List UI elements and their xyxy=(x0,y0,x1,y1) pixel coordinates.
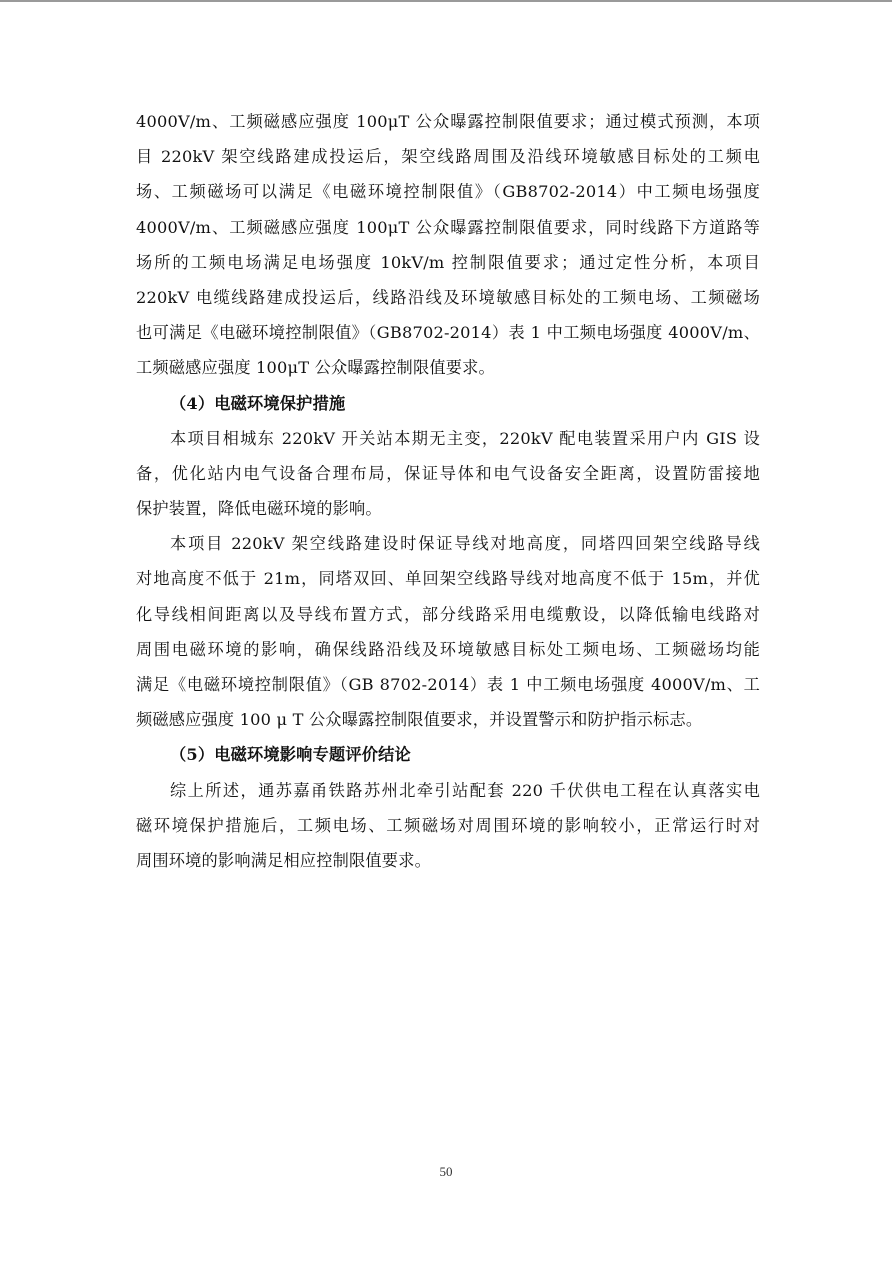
paragraph-switching-station-measures xyxy=(136,421,760,527)
top-border-line xyxy=(0,0,892,2)
text-line: 频磁感应强度 100 μ T 公众曝露控制限值要求，并设置警示和防护指示标志。 xyxy=(136,710,703,730)
text-line: 工频磁感应强度 100μT 公众曝露控制限值要求。 xyxy=(136,358,495,378)
text-line: 220kV 电缆线路建成投运后，线路沿线及环境敏感目标处的工频电场、工频磁场 xyxy=(136,287,760,307)
paragraph-emf-prediction-conclusion xyxy=(136,104,760,386)
section-heading-evaluation-conclusion: （5）电磁环境影响专题评价结论 xyxy=(170,745,411,765)
text-line: 综上所述，通苏嘉甬铁路苏州北牵引站配套 220 千伏供电工程在认真落实电 xyxy=(170,780,760,800)
text-line: 化导线相间距离以及导线布置方式，部分线路采用电缆敷设，以降低输电线路对 xyxy=(136,604,760,624)
text-line: 目 220kV 架空线路建成投运后，架空线路周围及沿线环境敏感目标处的工频电 xyxy=(136,147,760,167)
text-line: 满足《电磁环境控制限值》（GB 8702-2014）表 1 中工频电场强度 4000V/m、工 xyxy=(136,675,760,694)
section-heading-protection-measures: （4）电磁环境保护措施 xyxy=(170,393,346,413)
text-line: 4000V/m、工频磁感应强度 100μT 公众曝露控制限值要求；通过模式预测，本项 xyxy=(136,112,760,131)
text-line: 磁环境保护措施后，工频电场、工频磁场对周围环境的影响较小，正常运行时对 xyxy=(136,815,760,835)
text-line: 本项目 220kV 架空线路建设时保证导线对地高度，同塔四回架空线路导线 xyxy=(170,534,760,554)
text-line: 4000V/m、工频磁感应强度 100μT 公众曝露控制限值要求，同时线路下方道路等 xyxy=(136,217,760,237)
document-body xyxy=(136,104,760,878)
text-line: 也可满足《电磁环境控制限值》（GB8702-2014）表 1 中工频电场强度 4000V/m、 xyxy=(136,323,760,343)
paragraph-summary xyxy=(136,773,760,879)
text-line: 周围电磁环境的影响，确保线路沿线及环境敏感目标处工频电场、工频磁场均能 xyxy=(136,639,760,659)
page-number: 50 xyxy=(439,1164,453,1179)
text-line: 对地高度不低于 21m，同塔双回、单回架空线路导线对地高度不低于 15m，并优 xyxy=(136,569,760,589)
text-line: 场所的工频电场满足电场强度 10kV/m 控制限值要求；通过定性分析，本项目 xyxy=(136,252,760,272)
paragraph-overhead-line-measures xyxy=(136,526,760,737)
text-line: 备，优化站内电气设备合理布局，保证导体和电气设备安全距离，设置防雷接地 xyxy=(136,463,760,483)
text-line: 场、工频磁场可以满足《电磁环境控制限值》（GB8702-2014）中工频电场强度 xyxy=(136,182,760,202)
text-line: 周围环境的影响满足相应控制限值要求。 xyxy=(136,850,431,870)
text-line: 本项目相城东 220kV 开关站本期无主变，220kV 配电装置采用户内 GIS 设 xyxy=(170,428,760,448)
text-line: 保护装置，降低电磁环境的影响。 xyxy=(136,499,382,519)
